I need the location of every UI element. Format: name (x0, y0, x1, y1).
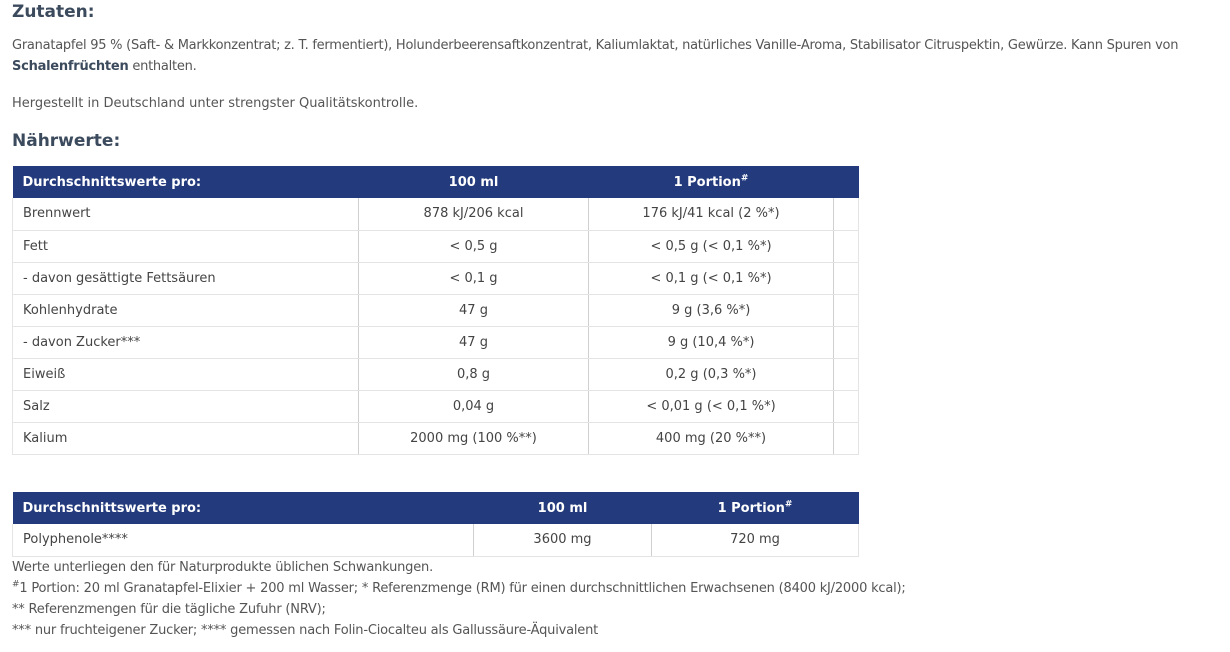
row-value-portion: 9 g (3,6 %*) (589, 294, 834, 326)
row-value-100ml: 0,8 g (359, 358, 589, 390)
row-label: Kalium (13, 422, 359, 454)
row-label: - davon gesättigte Fettsäuren (13, 262, 359, 294)
row-label: Polyphenole**** (13, 524, 474, 556)
header-portion-mark: # (784, 499, 793, 510)
header-portion-mark: # (740, 173, 749, 184)
table-header-row (13, 166, 859, 198)
row-value-portion: 176 kJ/41 kcal (2 %*) (589, 198, 834, 230)
row-empty (834, 262, 859, 294)
header-per: Durchschnittswerte pro: (13, 492, 474, 524)
row-label: Kohlenhydrate (13, 294, 359, 326)
row-value-100ml: 47 g (359, 326, 589, 358)
header-extra (834, 166, 859, 198)
ingredients-text-part1: Granatapfel 95 % (Saft- & Markkonzentrat; z. T. fermentiert), Holunderbeerensaftkonzentrat, Kaliumlaktat, natürliches Vanille-Aroma, Stabilisator Citruspektin, Gewürze. Kann Spuren von (12, 38, 1179, 53)
row-label: Fett (13, 230, 359, 262)
row-empty (834, 294, 859, 326)
table-row (13, 230, 859, 262)
row-value-100ml: 878 kJ/206 kcal (359, 198, 589, 230)
ingredients-heading: Zutaten: (12, 2, 95, 22)
table-row (13, 390, 859, 422)
nutrition-heading: Nährwerte: (12, 131, 121, 151)
row-value-portion: < 0,01 g (< 0,1 %*) (589, 390, 834, 422)
allergen-highlight: Schalenfrüchten (12, 59, 129, 74)
row-value-portion: 720 mg (652, 524, 859, 556)
row-empty (834, 198, 859, 230)
table-row (13, 198, 859, 230)
header-portion (589, 166, 834, 198)
row-empty (834, 390, 859, 422)
footnote-mark: # (12, 579, 20, 590)
row-value-portion: < 0,1 g (< 0,1 %*) (589, 262, 834, 294)
table-row (13, 294, 859, 326)
table-row (13, 422, 859, 454)
header-portion (652, 492, 859, 524)
row-value-100ml: < 0,1 g (359, 262, 589, 294)
table-row (13, 262, 859, 294)
row-value-portion: 400 mg (20 %**) (589, 422, 834, 454)
row-label: Brennwert (13, 198, 359, 230)
row-label: Salz (13, 390, 359, 422)
row-value-100ml: 3600 mg (474, 524, 652, 556)
ingredients-text-part2: enthalten. (128, 59, 197, 74)
footnote-text: 1 Portion: 20 ml Granatapfel-Elixier + 200 ml Wasser; * Referenzmenge (RM) für einen durchschnittlichen Erwachsenen (8400 kJ/2000 kcal); (19, 581, 906, 596)
footnote-line (12, 578, 906, 599)
row-label: Eiweiß (13, 358, 359, 390)
row-value-100ml: 47 g (359, 294, 589, 326)
footnote-line: Werte unterliegen den für Naturprodukte üblichen Schwankungen. (12, 560, 433, 575)
row-empty (834, 358, 859, 390)
footnotes (12, 557, 906, 641)
header-portion-label: 1 Portion (717, 500, 785, 516)
row-label: - davon Zucker*** (13, 326, 359, 358)
table-row (13, 524, 859, 556)
row-empty (834, 326, 859, 358)
row-value-100ml: 0,04 g (359, 390, 589, 422)
header-portion-label: 1 Portion (673, 174, 741, 190)
row-value-portion: 0,2 g (0,3 %*) (589, 358, 834, 390)
footnote-line: *** nur fruchteigener Zucker; **** gemessen nach Folin-Ciocalteu als Gallussäure-Äquivalent (12, 623, 599, 638)
row-empty (834, 230, 859, 262)
polyphenol-table (12, 492, 859, 557)
table-row (13, 358, 859, 390)
nutrition-table (12, 166, 859, 455)
row-value-portion: < 0,5 g (< 0,1 %*) (589, 230, 834, 262)
row-empty (834, 422, 859, 454)
table-header-row (13, 492, 859, 524)
table-row (13, 326, 859, 358)
header-per: Durchschnittswerte pro: (13, 166, 359, 198)
ingredients-text (12, 35, 1227, 77)
footnote-line: ** Referenzmengen für die tägliche Zufuhr (NRV); (12, 602, 326, 617)
row-value-100ml: < 0,5 g (359, 230, 589, 262)
header-100ml: 100 ml (474, 492, 652, 524)
row-value-portion: 9 g (10,4 %*) (589, 326, 834, 358)
header-100ml: 100 ml (359, 166, 589, 198)
origin-text: Hergestellt in Deutschland unter strengster Qualitätskontrolle. (12, 96, 419, 111)
row-value-100ml: 2000 mg (100 %**) (359, 422, 589, 454)
